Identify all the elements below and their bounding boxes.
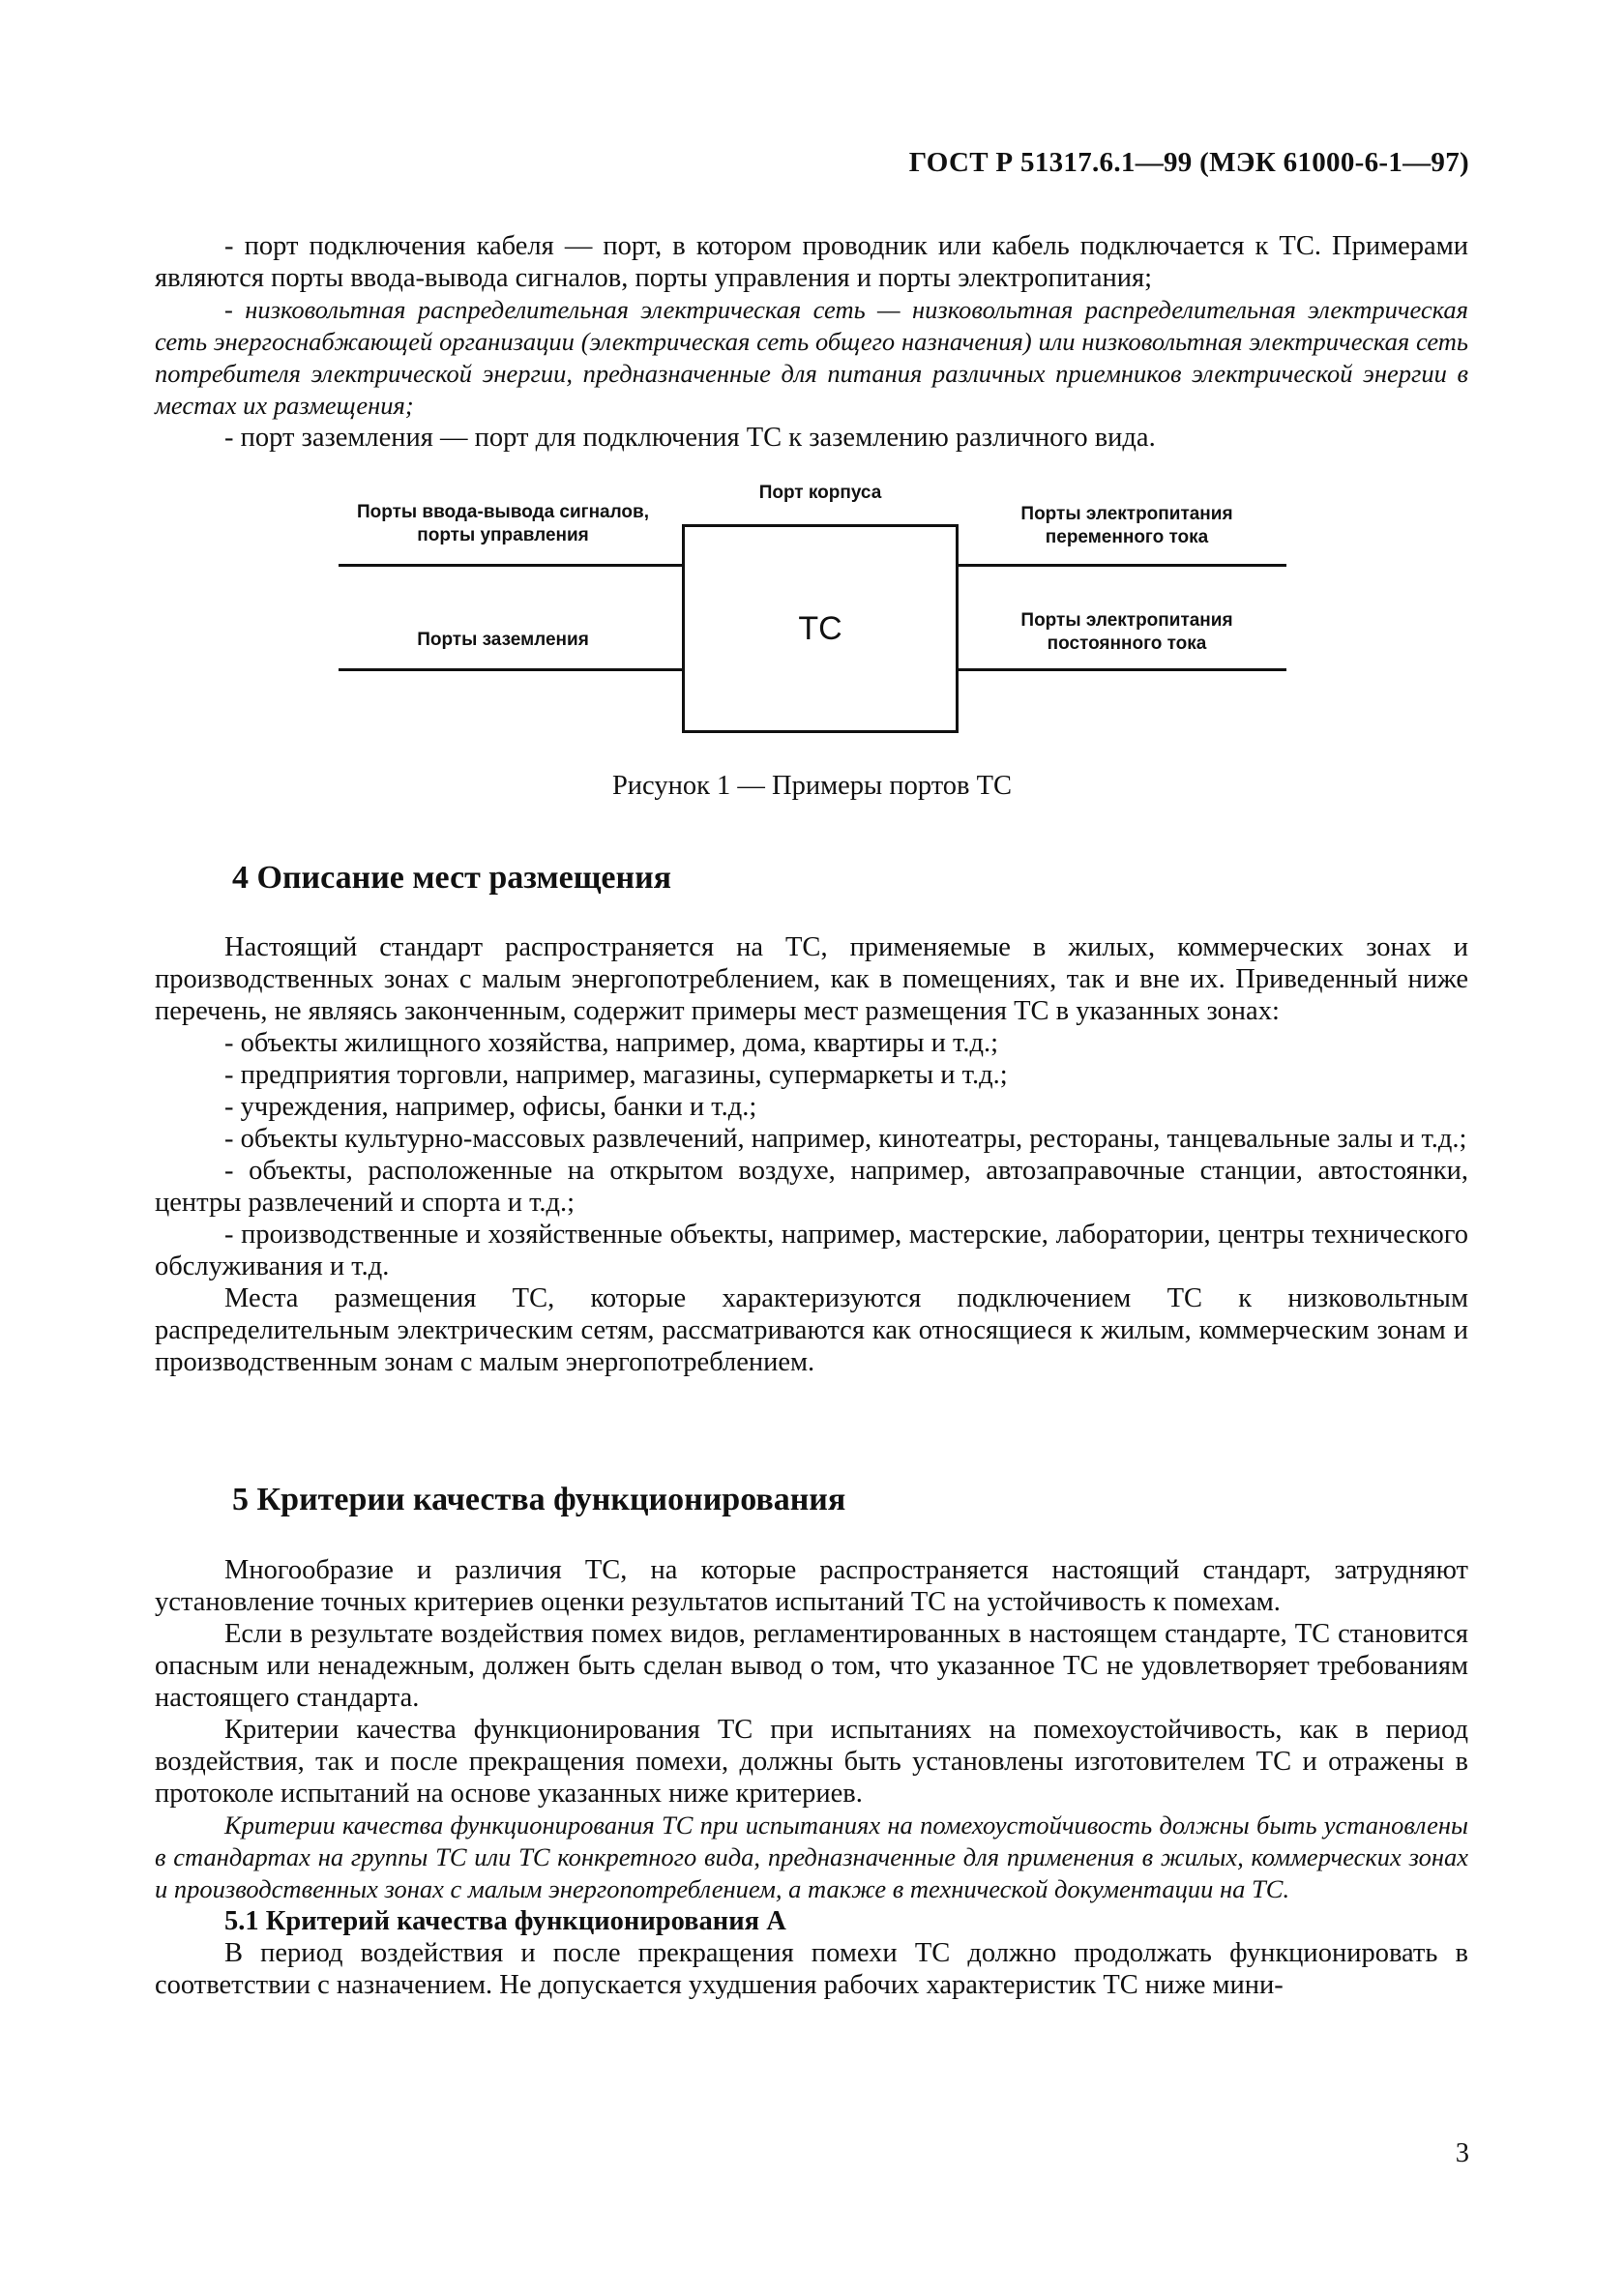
subsection-5-1-title: 5.1 Критерий качества функционирования А: [224, 1906, 786, 1936]
intro-definitions: [155, 230, 1468, 454]
signal-port-line: [339, 564, 684, 567]
definition-cable-port: - порт подключения кабеля — порт, в котором проводник или кабель подключается к ТС. Примерами являются порты ввода-вывода сигналов, порты управления и порты электропитания;: [155, 231, 1468, 293]
equipment-box: ТС: [682, 524, 959, 733]
list-item: - объекты культурно-массовых развлечений, например, кинотеатры, рестораны, танцевальные залы и т.д.;: [224, 1124, 1467, 1154]
figure-caption: Рисунок 1 — Примеры портов ТС: [611, 771, 1013, 801]
page-number: 3: [1455, 2138, 1469, 2168]
section-5-body: [155, 1554, 1468, 2001]
section-5-note: Критерии качества функционирования ТС при испытаниях на помехоустойчивость должны быть установлены в стандартах на группы ТС или ТС конкретного вида, предназначенные для применения в жилых, коммерческих зонах и производственных зонах с малым энергопотреблением, а также в технической документации на ТС.: [155, 1810, 1468, 1903]
section-5-1-paragraph: В период воздействия и после прекращения помехи ТС должно продолжать функционировать в соответствии с назначением. Не допускается ухудшения рабочих характеристик ТС ниже мини-: [155, 1938, 1468, 2000]
list-item: - учреждения, например, офисы, банки и т.д.;: [224, 1092, 757, 1122]
section-5-paragraph: Критерии качества функционирования ТС при испытаниях на помехоустойчивость, как в период воздействия, так и после прекращения помехи, должны быть установлены изготовителем ТС и отражены в протоколе испытаний на основе указанных ниже критериев.: [155, 1715, 1468, 1809]
label-ground-ports: Порты заземления: [417, 630, 589, 650]
section-4-conclusion: Места размещения ТС, которые характеризуются подключением ТС к низковольтным распределительным электрическим сетям, рассматриваются как относящиеся к жилым, коммерческим зонам и производственным зонам с малым энергопотреблением.: [155, 1283, 1468, 1377]
list-item: - объекты жилищного хозяйства, например, дома, квартиры и т.д.;: [224, 1028, 999, 1058]
ports-diagram: [339, 474, 1286, 754]
document-header: ГОСТ Р 51317.6.1—99 (МЭК 61000-6-1—97): [908, 147, 1469, 178]
section-5-title: 5 Критерии качества функционирования: [232, 1482, 846, 1517]
list-item: - производственные и хозяйственные объекты, например, мастерские, лаборатории, центры технического обслуживания и т.д.: [155, 1220, 1468, 1281]
definition-ground-port: - порт заземления — порт для подключения ТС к заземлению различного вида.: [224, 423, 1156, 453]
list-item: - предприятия торговли, например, магазины, супермаркеты и т.д.;: [224, 1060, 1008, 1090]
label-ac-ports: Порты электропитания переменного тока: [1020, 504, 1233, 547]
section-5-paragraph: Если в результате воздействия помех видов, регламентированных в настоящем стандарте, ТС становится опасным или ненадежным, должен быть сделан вывод о том, что указанное ТС не удовлетворяет требованиям настоящего стандарта.: [155, 1619, 1468, 1713]
label-enclosure-port: Порт корпуса: [758, 483, 882, 503]
definition-low-voltage-network: - низковольтная распределительная электрическая сеть — низковольтная распределительная электрическая сеть энергоснабжающей организации (электрическая сеть общего назначения) или низковольтная электрическая сеть потребителя электрической энергии, предназначенные для питания различных приемников электрической энергии в местах их размещения;: [155, 295, 1468, 420]
label-signal-ports: Порты ввода-вывода сигналов, порты управления: [356, 502, 650, 545]
label-dc-ports: Порты электропитания постоянного тока: [1020, 610, 1233, 654]
section-4-body: [155, 931, 1468, 1378]
dc-port-line: [957, 668, 1286, 671]
section-4-intro: Настоящий стандарт распространяется на ТС, применяемые в жилых, коммерческих зонах и производственных зонах с малым энергопотреблением, как в помещениях, так и вне их. Приведенный ниже перечень, не являясь законченным, содержит примеры мест размещения ТС в указанных зонах:: [155, 932, 1468, 1026]
ground-port-line: [339, 668, 684, 671]
list-item: - объекты, расположенные на открытом воздухе, например, автозаправочные станции, автостоянки, центры развлечений и спорта и т.д.;: [155, 1156, 1468, 1218]
section-5-paragraph: Многообразие и различия ТС, на которые распространяется настоящий стандарт, затрудняют установление точных критериев оценки результатов испытаний ТС на устойчивость к помехам.: [155, 1555, 1468, 1617]
ac-port-line: [957, 564, 1286, 567]
section-4-title: 4 Описание мест размещения: [232, 860, 672, 896]
